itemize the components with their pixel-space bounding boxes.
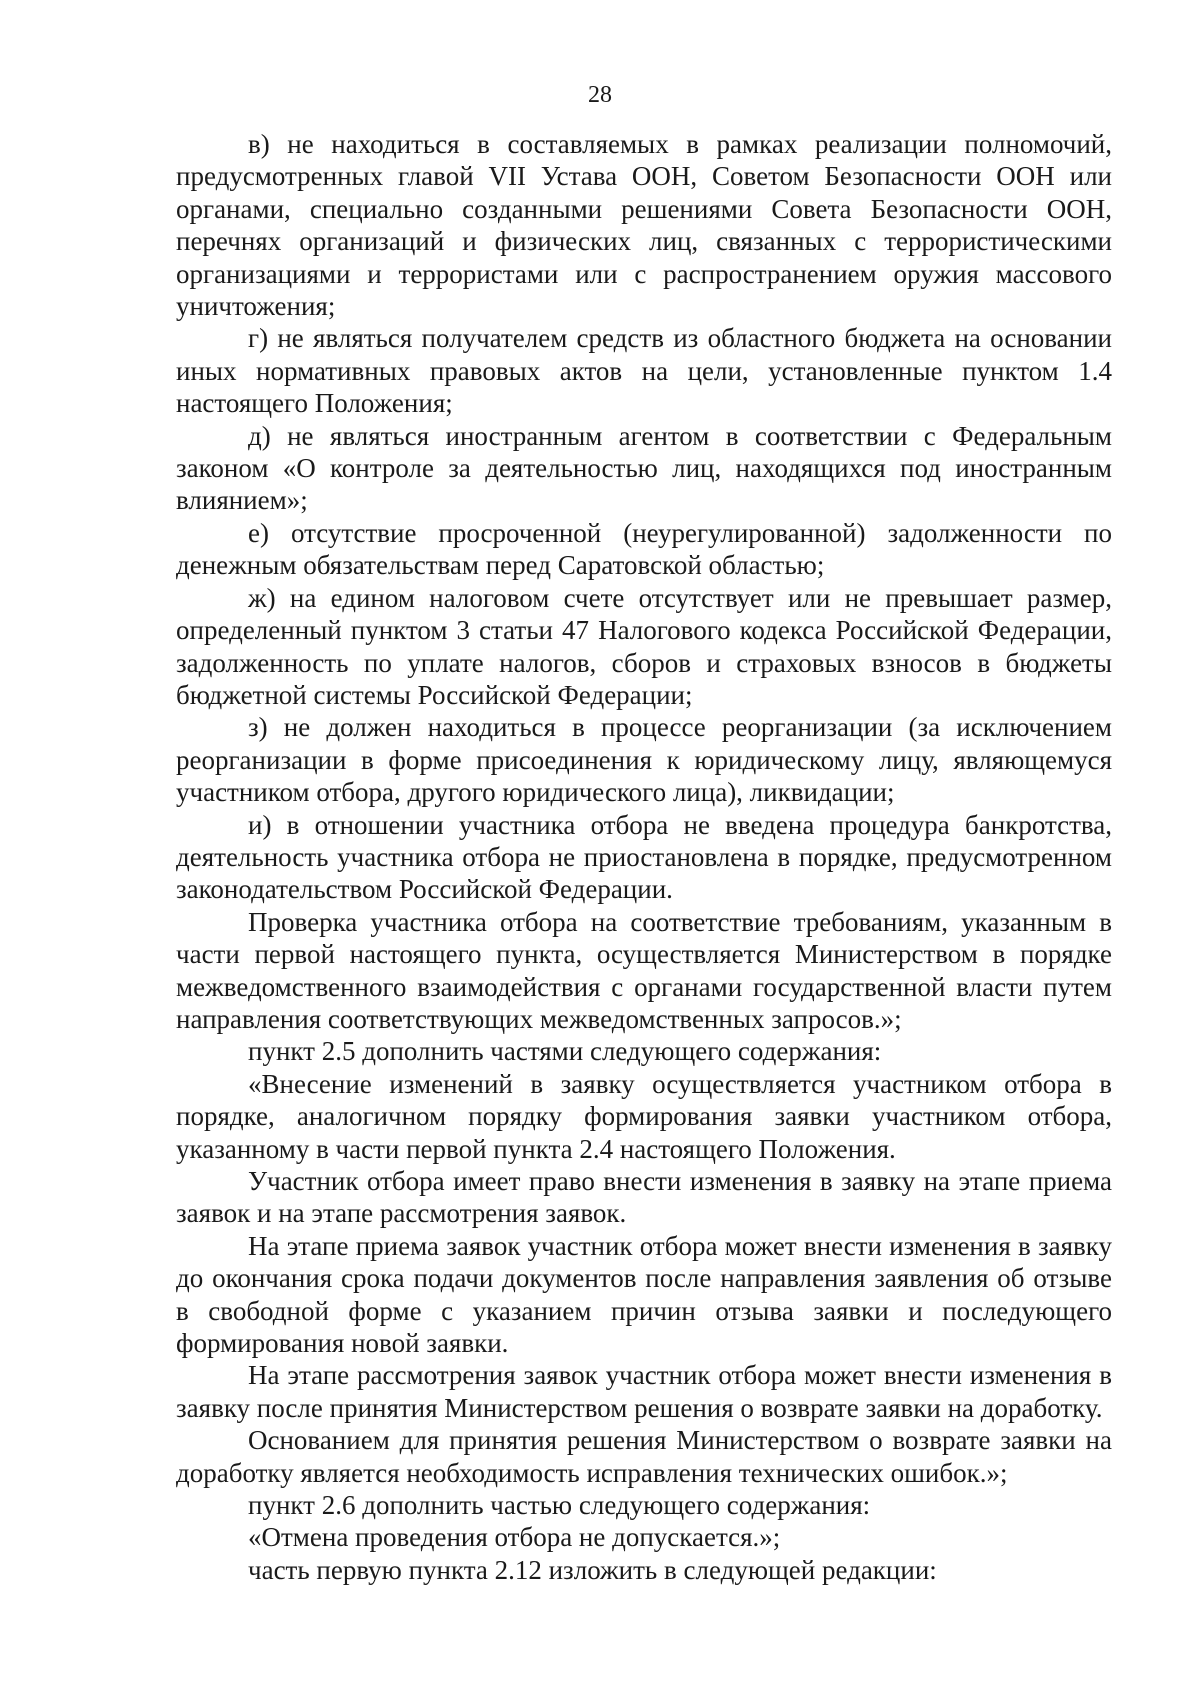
document-body <box>176 128 1112 1586</box>
paragraph-amend-2-6: пункт 2.6 дополнить частью следующего содержания: <box>248 1490 871 1521</box>
paragraph-d: д) не являться иностранным агентом в соответствии с Федеральным законом «О контроле за деятельностью лиц, находящихся под иностранным влиянием»; <box>176 420 1112 516</box>
page-number: 28 <box>588 82 612 108</box>
paragraph-v: в) не находиться в составляемых в рамках реализации полномочий, предусмотренных главой VII Устава ООН, Советом Безопасности ООН или органами, специально созданными решениями Совета Безопасности ООН, перечнях организаций и физических лиц, связанных с террористическими организациями и террористами или с распространением оружия массового уничтожения; <box>176 129 1112 322</box>
paragraph-amend-2-5: пункт 2.5 дополнить частями следующего содержания: <box>248 1036 882 1067</box>
paragraph-review-stage: На этапе рассмотрения заявок участник отбора может внести изменения в заявку после принятия Министерством решения о возврате заявки на доработку. <box>176 1360 1112 1423</box>
paragraph-right-to-change: Участник отбора имеет право внести изменения в заявку на этапе приема заявок и на этапе рассмотрения заявок. <box>176 1166 1112 1229</box>
paragraph-cancellation: «Отмена проведения отбора не допускается.»; <box>248 1522 781 1553</box>
paragraph-g: г) не являться получателем средств из областного бюджета на основании иных нормативных правовых актов на цели, установленные пунктом 1.4 настоящего Положения; <box>176 323 1112 419</box>
paragraph-verification: Проверка участника отбора на соответствие требованиям, указанным в части первой настоящего пункта, осуществляется Министерством в порядке межведомственного взаимодействия с органами государственной власти путем направления соответствующих межведомственных запросов.»; <box>176 906 1112 1034</box>
paragraph-e: е) отсутствие просроченной (неурегулированной) задолженности по денежным обязательствам перед Саратовской областью; <box>176 517 1112 581</box>
paragraph-changes-procedure: «Внесение изменений в заявку осуществляется участником отбора в порядке, аналогичном порядку формирования заявки участником отбора, указанному в части первой пункта 2.4 настоящего Положения. <box>176 1068 1112 1164</box>
paragraph-amend-2-12: часть первую пункта 2.12 изложить в следующей редакции: <box>248 1554 937 1585</box>
paragraph-z: з) не должен находиться в процессе реорганизации (за исключением реорганизации в форме присоединения к юридическому лицу, являющемуся участником отбора, другого юридического лица), ликвидации; <box>176 712 1112 808</box>
paragraph-acceptance-stage: На этапе приема заявок участник отбора может внести изменения в заявку до окончания срока подачи документов после направления заявления об отзыве в свободной форме с указанием причин отзыва заявки и последующего формирования новой заявки. <box>176 1230 1112 1359</box>
paragraph-i: и) в отношении участника отбора не введена процедура банкротства, деятельность участника отбора не приостановлена в порядке, предусмотренном законодательством Российской Федерации. <box>176 809 1112 905</box>
paragraph-zh: ж) на едином налоговом счете отсутствует или не превышает размер, определенный пунктом 3 статьи 47 Налогового кодекса Российской Федерации, задолженность по уплате налогов, сборов и страховых взносов в бюджеты бюджетной системы Российской Федерации; <box>176 582 1112 710</box>
paragraph-return-grounds: Основанием для принятия решения Министерством о возврате заявки на доработку является необходимость исправления технических ошибок.»; <box>176 1425 1112 1488</box>
